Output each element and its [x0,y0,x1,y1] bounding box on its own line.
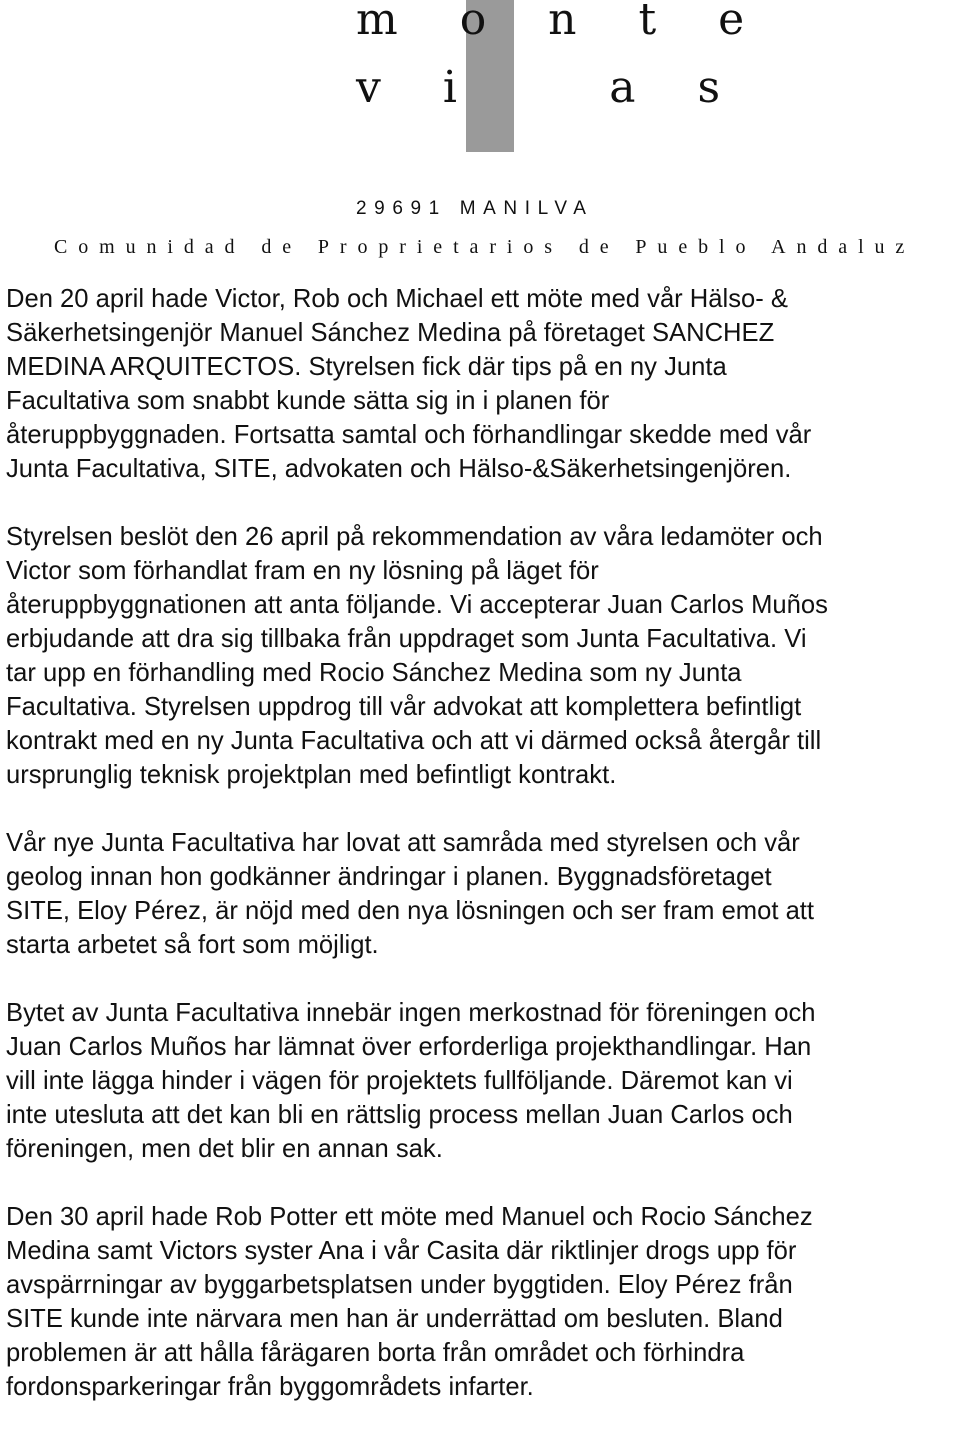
text-line: återuppbyggnationen att anta följande. Vi accepterar Juan Carlos Muños [6,591,828,619]
paragraph-3 [6,826,960,962]
text-line: återuppbyggnaden. Fortsatta samtal och förhandlingar skedde med vår [6,421,812,449]
paragraph-4 [6,996,960,1166]
text-line: erbjudande att dra sig tillbaka från uppdraget som Junta Facultativa. Vi [6,625,807,653]
text-line: kontrakt med en ny Junta Facultativa och att vi därmed också återgår till [6,727,822,755]
paragraph-2 [6,520,960,792]
text-line: vill inte lägga hinder i vägen för projektets fullföljande. Däremot kan vi [6,1067,793,1095]
text-line: avspärrningar av byggarbetsplatsen under byggtiden. Eloy Pérez från [6,1271,793,1299]
text-line: tar upp en förhandling med Rocio Sánchez Medina som ny Junta [6,659,742,687]
text-line: Facultativa. Styrelsen uppdrog till vår advokat att komplettera befintligt [6,693,802,721]
text-line: starta arbetet så fort som möjligt. [6,931,379,959]
letterhead [0,0,960,280]
text-line: inte utesluta att det kan bli en rättslig process mellan Juan Carlos och [6,1101,793,1129]
text-line: Facultativa som snabbt kunde sätta sig in i planen för [6,387,610,415]
text-line: geolog innan hon godkänner ändringar i planen. Byggnadsföretaget [6,863,772,891]
text-line: Junta Facultativa, SITE, advokaten och Hälso-&Säkerhetsingenjören. [6,455,792,483]
text-line: Victor som förhandlat fram en ny lösning på läget för [6,557,599,585]
letter-body [6,282,960,1438]
text-line: Styrelsen beslöt den 26 april på rekommendation av våra ledamöter och [6,523,823,551]
paragraph-5 [6,1200,960,1404]
text-line: SITE, Eloy Pérez, är nöjd med den nya lösningen och ser fram emot att [6,897,815,925]
text-line: Den 20 april hade Victor, Rob och Michael ett möte med vår Hälso- & [6,285,788,313]
text-line: Den 30 april hade Rob Potter ett möte med Manuel och Rocio Sánchez [6,1203,813,1231]
text-line: problemen är att hålla fårägaren borta från området och förhindra [6,1339,745,1367]
text-line: föreningen, men det blir en annan sak. [6,1135,443,1163]
text-line: Bytet av Junta Facultativa innebär ingen merkostnad för föreningen och [6,999,816,1027]
text-line: Juan Carlos Muños har lämnat över erforderliga projekthandlingar. Han [6,1033,812,1061]
text-line: Säkerhetsingenjör Manuel Sánchez Medina på företaget SANCHEZ [6,319,775,347]
text-line: fordonsparkeringar från byggområdets infarter. [6,1373,534,1401]
text-line: SITE kunde inte närvara men han är underrättad om besluten. Bland [6,1305,783,1333]
text-line: MEDINA ARQUITECTOS. Styrelsen fick där tips på en ny Junta [6,353,727,381]
text-line: ursprunglig teknisk projektplan med befintligt kontrakt. [6,761,617,789]
logo-text-enye: ñ [518,62,572,113]
community-name: Comunidad de Proprietarios de Pueblo Andaluz [54,236,916,258]
paragraph-1 [6,282,960,486]
logo-wordmark-line-1: m o n t e [356,0,769,45]
text-line: Vår nye Junta Facultativa har lovat att samråda med styrelsen och vår [6,829,800,857]
logo-text-a: v i [356,62,519,113]
logo-text-b: a s [571,62,745,113]
postal-address: 29691 MANILVA [356,198,594,219]
logo-wordmark-line-2 [356,64,744,112]
text-line: Medina samt Victors syster Ana i vår Casita där riktlinjer drogs upp för [6,1237,797,1265]
